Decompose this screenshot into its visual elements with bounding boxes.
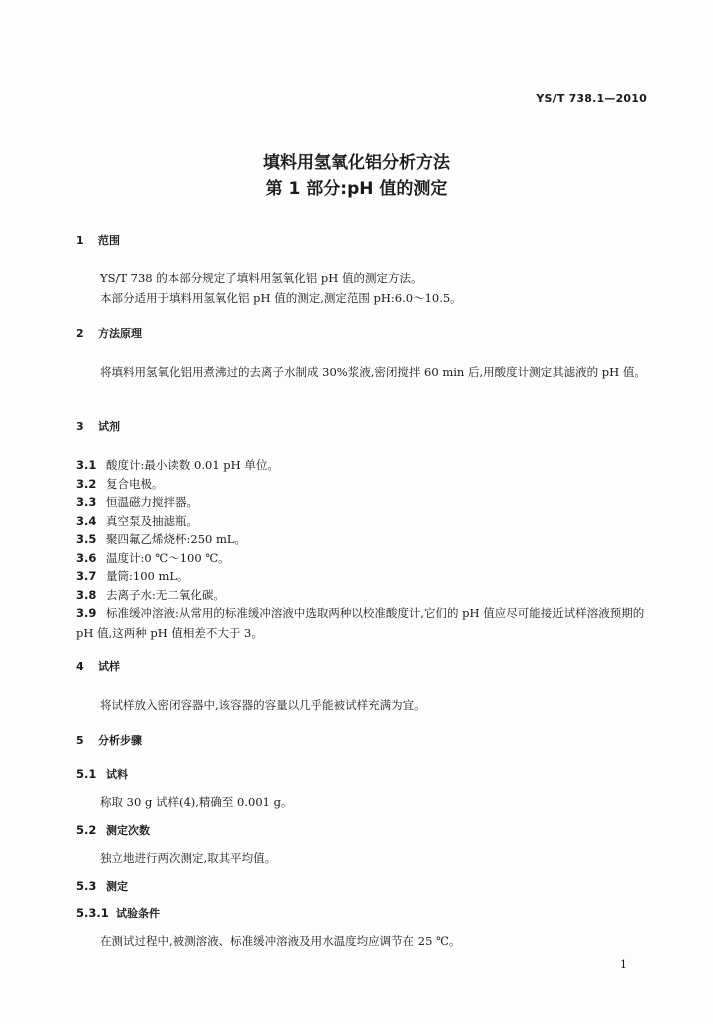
list-item: 3.8 去离子水:无二氧化碳。 [76, 587, 225, 602]
section-5-heading: 5 分析步骤 [76, 734, 142, 747]
list-item: 3.9 标准缓冲溶液:从常用的标准缓冲溶液中选取两种以校准酸度计,它们的 pH 值应尽可能接近试样溶液预期的 pH 值,这两种 pH 值相差不大于 3。 [76, 606, 645, 640]
section-5-2-para: 独立地进行两次测定,取其平均值。 [100, 851, 277, 865]
title-line-1: 填料用氢氧化铝分析方法 [263, 153, 450, 173]
section-4-para-1: 将试样放入密闭容器中,该容器的容量以几乎能被试样充满为宜。 [100, 698, 426, 712]
section-4-heading: 4 试样 [76, 660, 120, 673]
list-item: 3.3 恒温磁力搅拌器。 [76, 495, 198, 509]
list-item: 3.4 真空泵及抽滤瓶。 [76, 513, 198, 528]
section-5-3-1-para: 在测试过程中,被测溶液、标准缓冲溶液及用水温度均应调节在 25 ℃。 [100, 934, 461, 948]
section-2-heading: 2 方法原理 [76, 327, 142, 340]
section-3-heading: 3 试剂 [76, 420, 120, 433]
list-item: 3.5 聚四氟乙烯烧杯:250 mL。 [76, 532, 247, 546]
section-5-3-1-heading: 5.3.1 试验条件 [76, 906, 160, 920]
section-1-para-2: 本部分适用于填料用氢氧化铝 pH 值的测定,测定范围 pH:6.0～10.5。 [100, 291, 462, 305]
list-item: 3.2 复合电极。 [76, 476, 164, 491]
section-1-heading: 1 范围 [76, 234, 120, 247]
title-line-2: 第 1 部分:pH 值的测定 [265, 179, 448, 199]
section-1-para-1: YS/T 738 的本部分规定了填料用氢氧化铝 pH 值的测定方法。 [100, 271, 423, 285]
section-5-3-heading: 5.3 测定 [76, 879, 128, 893]
list-item: 3.1 酸度计:最小读数 0.01 pH 单位。 [76, 458, 279, 472]
section-2-para-1: 将填料用氢氧化铝用煮沸过的去离子水制成 30%浆液,密闭搅拌 60 min 后,用酸度计测定其滤液的 pH 值。 [100, 365, 646, 379]
list-item: 3.7 量筒:100 mL。 [76, 569, 189, 583]
standard-code: YS/T 738.1—2010 [536, 92, 647, 105]
section-5-1-para: 称取 30 g 试样(4),精确至 0.001 g。 [100, 795, 293, 809]
section-5-2-heading: 5.2 测定次数 [76, 823, 150, 837]
page-number: 1 [620, 958, 627, 971]
document-title [0, 150, 713, 202]
section-5-1-heading: 5.1 试料 [76, 767, 128, 781]
list-item: 3.6 温度计:0 ℃～100 ℃。 [76, 550, 230, 565]
